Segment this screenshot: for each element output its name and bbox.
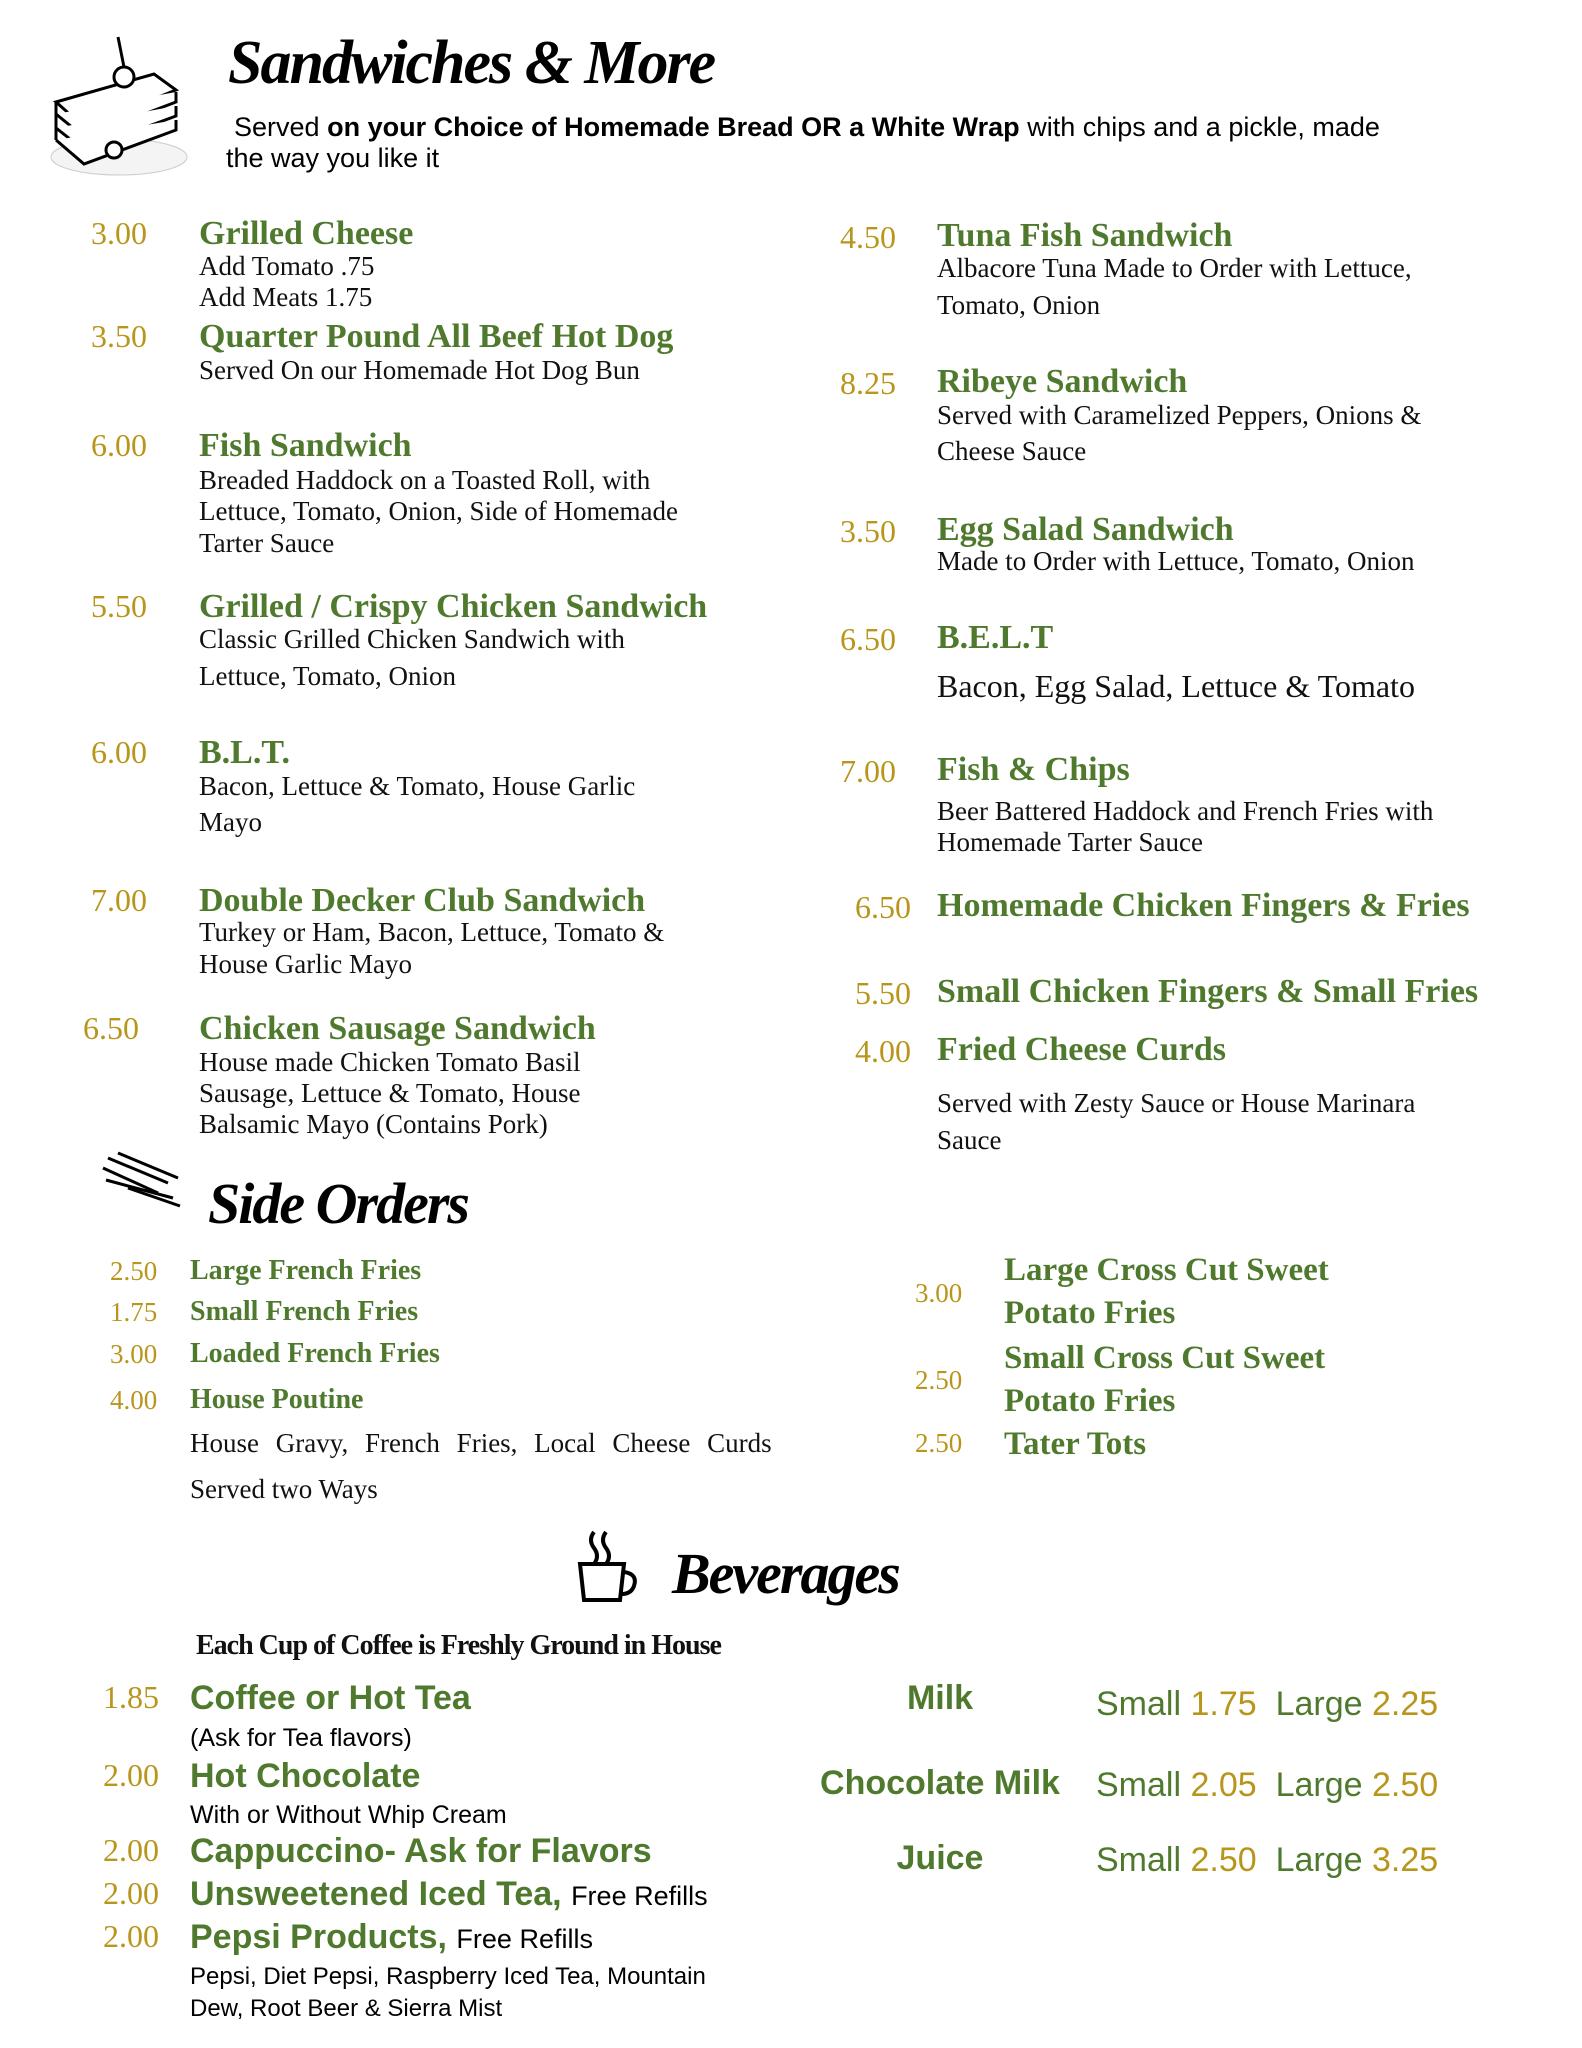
beverage-description: Pepsi, Diet Pepsi, Raspberry Iced Tea, Mountain: [190, 1963, 706, 1990]
side-name: Tater Tots: [1004, 1426, 1147, 1462]
beverage-description: Dew, Root Beer & Sierra Mist: [190, 1995, 503, 2022]
side-price: 2.50: [915, 1428, 963, 1458]
side-price: 3.00: [110, 1339, 158, 1369]
large-label: Large: [1275, 1685, 1363, 1723]
item-description: Lettuce, Tomato, Onion, Side of Homemade: [199, 496, 678, 526]
item-description: Balsamic Mayo (Contains Pork): [199, 1109, 548, 1139]
large-label: Large: [1275, 1841, 1363, 1879]
subtitle-bold: on your Choice of Homemade Bread OR a White Wrap: [327, 112, 1020, 142]
beverage-note: Free Refills: [456, 1924, 593, 1954]
item-price: 6.00: [91, 734, 147, 770]
beverage-name-text: Pepsi Products,: [190, 1918, 447, 1956]
side-name: Loaded French Fries: [190, 1338, 440, 1369]
small-price: 1.75: [1190, 1685, 1257, 1723]
item-description: Beer Battered Haddock and French Fries with: [937, 796, 1434, 826]
item-price: 7.00: [840, 753, 896, 789]
beverage-name-text: Cappuccino- Ask for Flavors: [190, 1832, 652, 1870]
side-name: Potato Fries: [1004, 1295, 1176, 1331]
item-description: Served with Caramelized Peppers, Onions &: [937, 400, 1422, 430]
item-description: Turkey or Ham, Bacon, Lettuce, Tomato &: [199, 917, 665, 947]
sandwich-icon: [44, 32, 194, 180]
item-name: Fried Cheese Curds: [937, 1031, 1226, 1068]
sandwiches-subtitle-line2: the way you like it: [226, 143, 440, 173]
beverage-note: Free Refills: [571, 1881, 708, 1911]
item-description: Add Tomato .75: [199, 251, 375, 281]
beverage-name: Milk: [906, 1679, 974, 1717]
beverage-description: With or Without Whip Cream: [190, 1801, 507, 1829]
item-name: Ribeye Sandwich: [937, 363, 1188, 400]
item-description: Tarter Sauce: [199, 528, 335, 558]
item-description: Mayo: [199, 807, 262, 837]
large-label: Large: [1275, 1766, 1363, 1804]
section-title-sides: Side Orders: [208, 1171, 468, 1236]
fries-icon: [98, 1148, 184, 1210]
subtitle-post: with chips and a pickle, made: [1027, 112, 1380, 142]
item-price: 5.50: [855, 975, 911, 1011]
item-name: Fish Sandwich: [199, 427, 412, 464]
item-name: Grilled / Crispy Chicken Sandwich: [199, 588, 708, 625]
small-label: Small: [1096, 1766, 1182, 1804]
item-price: 3.50: [840, 513, 896, 549]
item-price: 6.50: [83, 1010, 139, 1046]
beverage-name-text: Hot Chocolate: [190, 1757, 421, 1795]
beverage-name-text: Unsweetened Iced Tea,: [190, 1875, 562, 1913]
item-name: Chicken Sausage Sandwich: [199, 1010, 596, 1047]
item-name: Egg Salad Sandwich: [937, 511, 1234, 548]
size-prices: [1096, 1766, 1438, 1805]
small-label: Small: [1096, 1685, 1182, 1723]
item-name: Tuna Fish Sandwich: [937, 217, 1233, 254]
item-description: Breaded Haddock on a Toasted Roll, with: [199, 465, 651, 495]
side-name: Large Cross Cut Sweet: [1004, 1252, 1329, 1288]
side-price: 3.00: [915, 1278, 963, 1308]
beverage-price: 2.00: [103, 1832, 159, 1868]
beverages-tagline: Each Cup of Coffee is Freshly Ground in House: [196, 1630, 721, 1661]
beverage-name: Juice: [896, 1839, 984, 1877]
item-description: Tomato, Onion: [937, 290, 1101, 320]
large-price: 2.25: [1372, 1685, 1439, 1723]
item-description: Homemade Tarter Sauce: [937, 827, 1203, 857]
section-title-sandwiches: Sandwiches & More: [228, 29, 715, 97]
beverage-name: [190, 1918, 593, 1957]
beverage-name: [190, 1832, 652, 1871]
beverage-price: 2.00: [103, 1757, 159, 1793]
item-description: House made Chicken Tomato Basil: [199, 1047, 581, 1077]
item-name: B.L.T.: [199, 734, 291, 771]
side-name: Potato Fries: [1004, 1383, 1176, 1419]
side-price: 4.00: [110, 1385, 158, 1415]
beverage-name: [190, 1679, 471, 1718]
item-description: Bacon, Egg Salad, Lettuce & Tomato: [937, 668, 1415, 704]
item-description: Add Meats 1.75: [199, 282, 373, 312]
item-price: 6.50: [840, 621, 896, 657]
item-description: Served On our Homemade Hot Dog Bun: [199, 355, 640, 385]
beverage-price: 1.85: [103, 1679, 159, 1715]
side-price: 2.50: [915, 1365, 963, 1395]
item-description: Made to Order with Lettuce, Tomato, Onion: [937, 546, 1415, 576]
large-price: 2.50: [1372, 1766, 1439, 1804]
item-description: Sauce: [937, 1125, 1002, 1155]
beverage-name-text: Coffee or Hot Tea: [190, 1679, 471, 1717]
item-price: 7.00: [91, 882, 147, 918]
item-description: House Garlic Mayo: [199, 949, 412, 979]
beverage-description: (Ask for Tea flavors): [190, 1724, 412, 1752]
side-name: House Poutine: [190, 1384, 364, 1415]
sandwiches-subtitle: [234, 112, 1380, 143]
item-name: B.E.L.T: [937, 619, 1054, 656]
large-price: 3.25: [1372, 1841, 1439, 1879]
beverage-price: 2.00: [103, 1918, 159, 1954]
item-name: Homemade Chicken Fingers & Fries: [937, 887, 1470, 924]
coffee-cup-icon: [574, 1528, 640, 1604]
side-name: Large French Fries: [190, 1255, 422, 1286]
item-description: Cheese Sauce: [937, 436, 1087, 466]
item-price: 6.00: [91, 427, 147, 463]
item-description: Served with Zesty Sauce or House Marinara: [937, 1088, 1416, 1118]
item-name: Quarter Pound All Beef Hot Dog: [199, 318, 674, 355]
item-price: 3.50: [91, 318, 147, 354]
item-price: 4.00: [855, 1033, 911, 1069]
side-name: Small French Fries: [190, 1296, 419, 1327]
beverage-name: [190, 1757, 420, 1796]
item-description: Lettuce, Tomato, Onion: [199, 661, 457, 691]
item-description: Albacore Tuna Made to Order with Lettuce,: [937, 253, 1412, 283]
item-price: 5.50: [91, 588, 147, 624]
beverage-name: [190, 1875, 708, 1914]
small-price: 2.50: [1190, 1841, 1257, 1879]
side-price: 1.75: [110, 1297, 158, 1327]
small-label: Small: [1096, 1841, 1182, 1879]
item-description: Sausage, Lettuce & Tomato, House: [199, 1078, 581, 1108]
side-description: Served two Ways: [190, 1474, 378, 1504]
item-price: 6.50: [855, 889, 911, 925]
item-name: Fish & Chips: [937, 751, 1130, 788]
side-price: 2.50: [110, 1256, 158, 1286]
item-description: Bacon, Lettuce & Tomato, House Garlic: [199, 771, 636, 801]
subtitle-pre: Served: [234, 112, 320, 142]
item-price: 4.50: [840, 219, 896, 255]
item-price: 8.25: [840, 365, 896, 401]
section-title-beverages: Beverages: [672, 1541, 899, 1606]
size-prices: [1096, 1685, 1438, 1724]
beverage-price: 2.00: [103, 1875, 159, 1911]
small-price: 2.05: [1190, 1766, 1257, 1804]
item-description: Classic Grilled Chicken Sandwich with: [199, 624, 625, 654]
side-description: House Gravy, French Fries, Local Cheese Curds: [190, 1428, 772, 1458]
size-prices: [1096, 1841, 1438, 1880]
item-name: Double Decker Club Sandwich: [199, 882, 646, 919]
item-price: 3.00: [91, 215, 147, 251]
beverage-name: Chocolate Milk: [820, 1764, 1060, 1802]
item-name: Grilled Cheese: [199, 215, 414, 252]
side-name: Small Cross Cut Sweet: [1004, 1340, 1326, 1376]
item-name: Small Chicken Fingers & Small Fries: [937, 973, 1479, 1010]
